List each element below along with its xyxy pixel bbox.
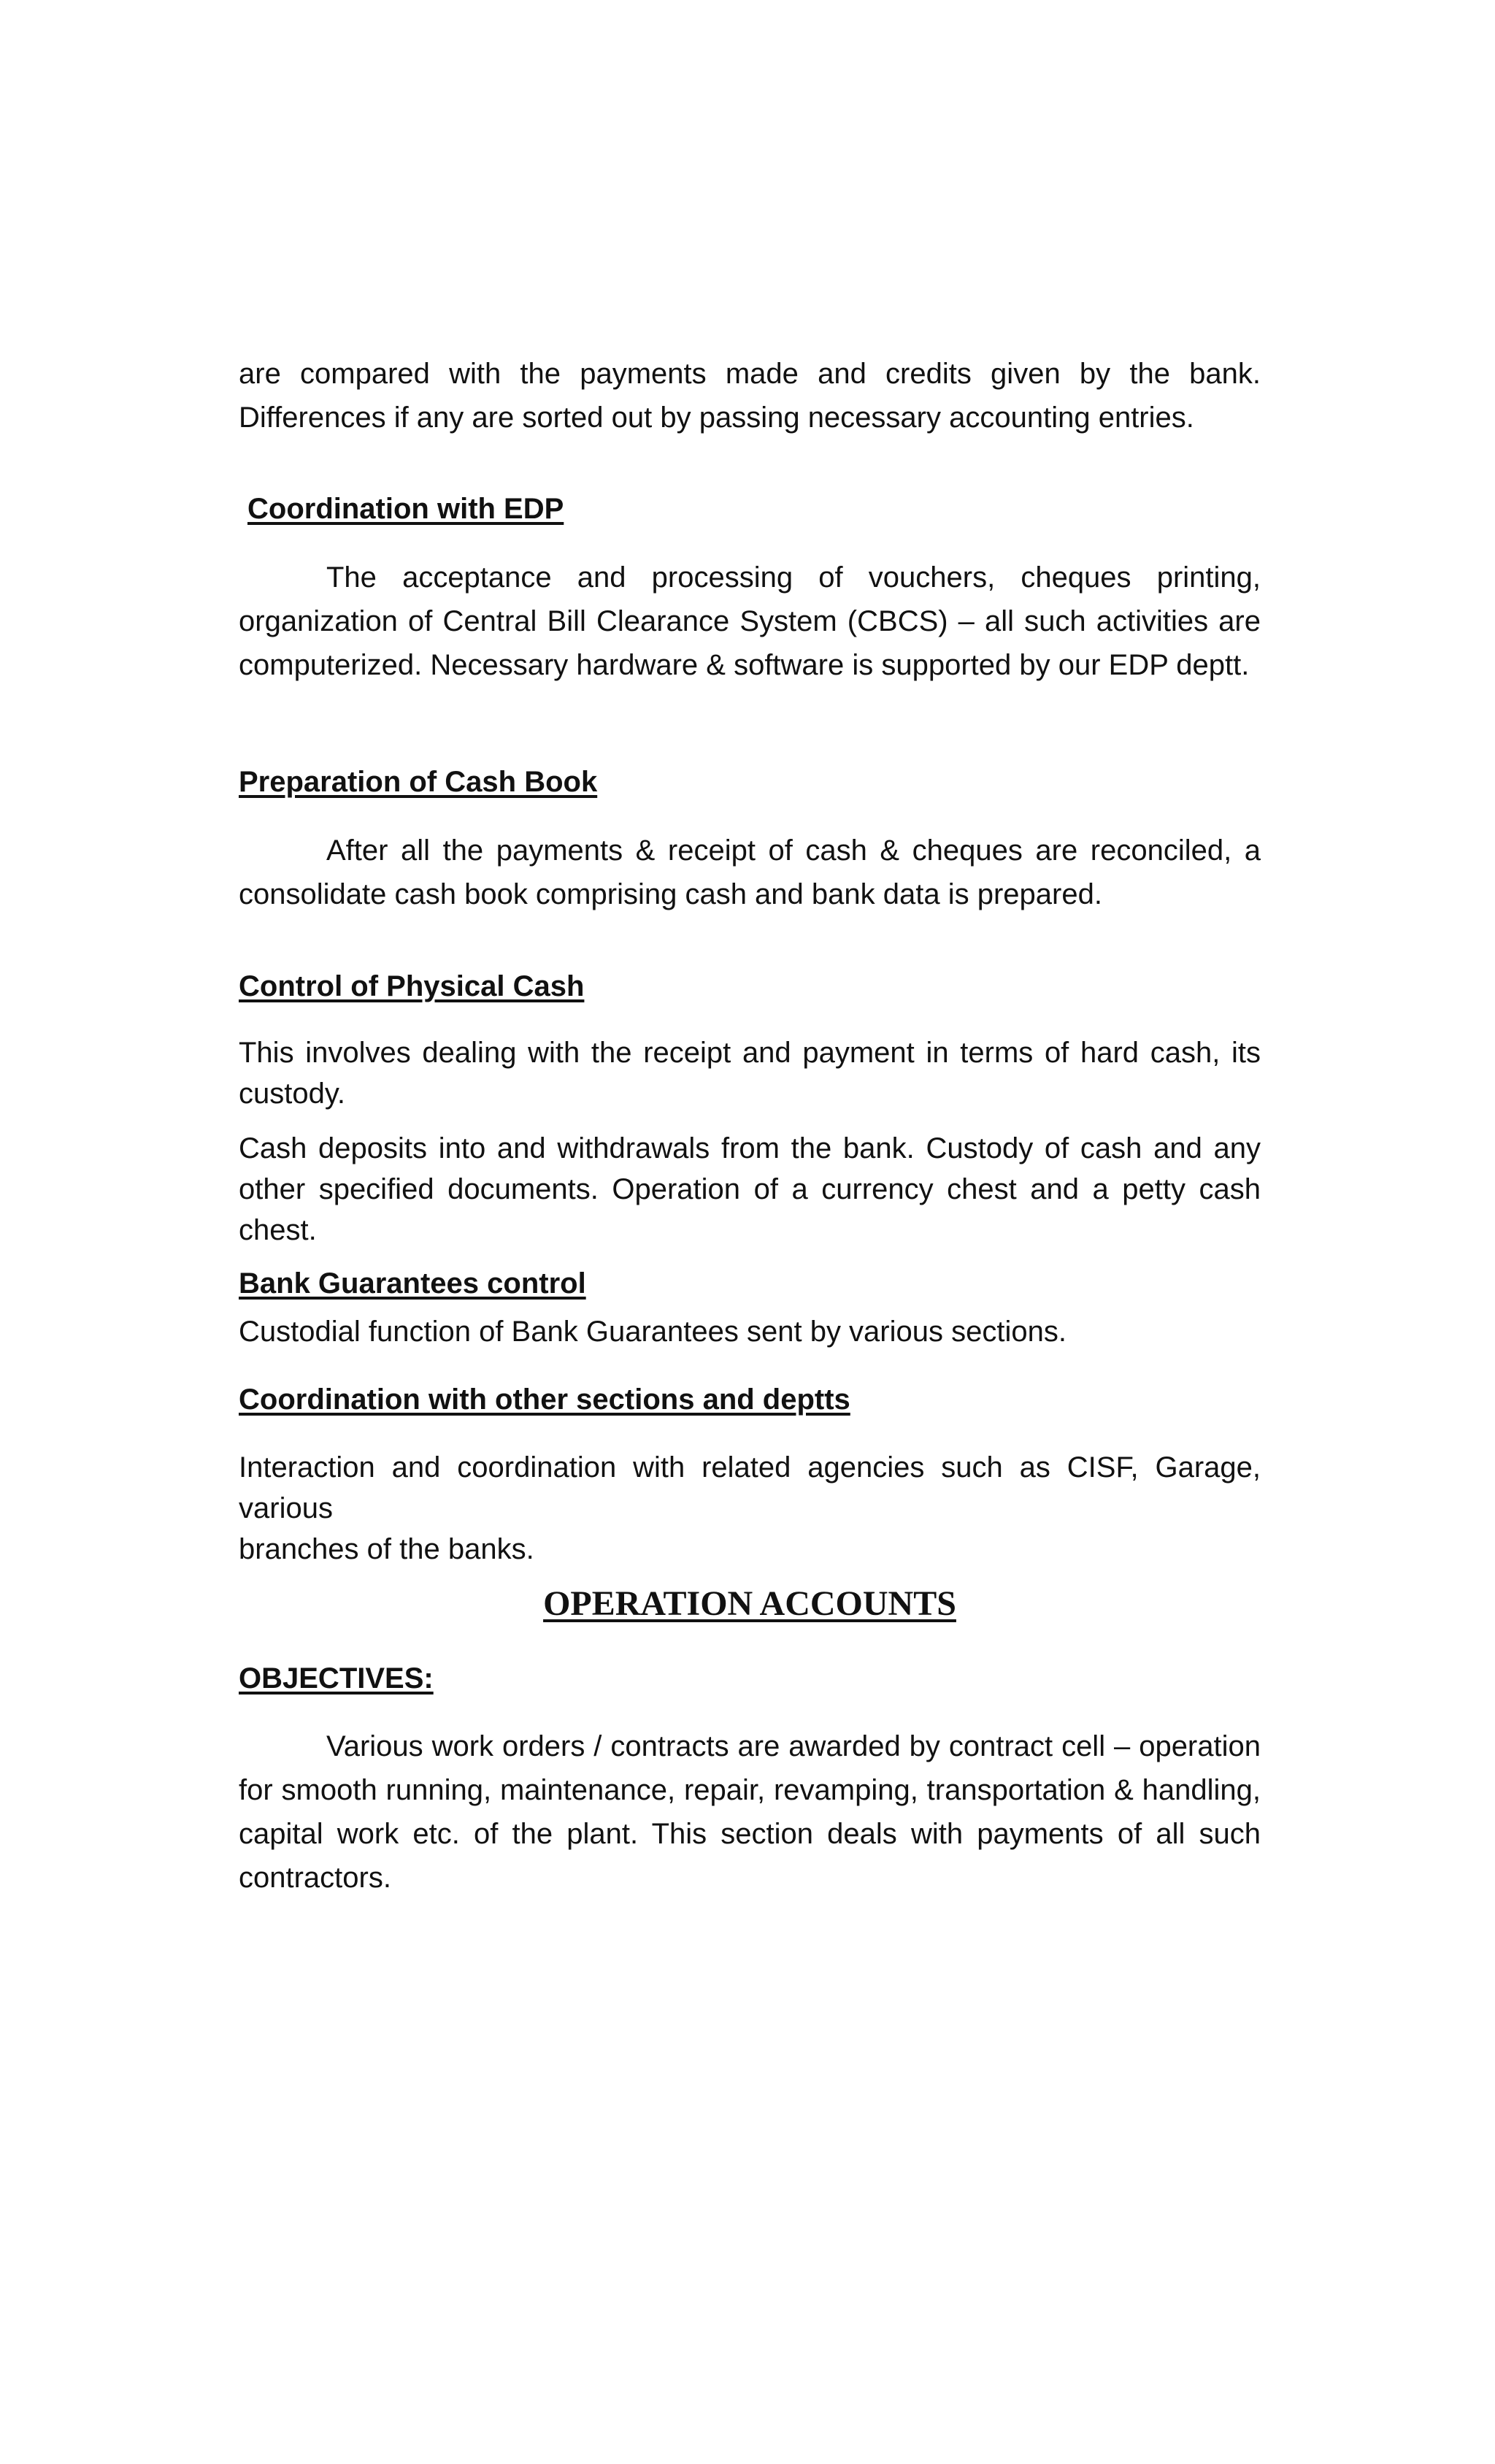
cash-book-paragraph: After all the payments & receipt of cash & cheques are reconciled, a consolidate cash book comprising cash and bank data is prepared. (239, 834, 1261, 910)
heading-cash-book: Preparation of Cash Book (239, 766, 598, 798)
heading-objectives: OBJECTIVES: (239, 1662, 434, 1695)
heading-bank-guarantees: Bank Guarantees control (239, 1267, 586, 1300)
coordination-other-line-2: branches of the banks. (239, 1533, 534, 1565)
coordination-other-paragraph (239, 1447, 1261, 1570)
section-title-operation-accounts: OPERATION ACCOUNTS (543, 1584, 956, 1623)
physical-cash-paragraph-1: This involves dealing with the receipt and payment in terms of hard cash, its custody. (239, 1037, 1261, 1110)
heading-coordination-other: Coordination with other sections and deptts (239, 1383, 850, 1416)
coordination-edp-paragraph: The acceptance and processing of vouchers, cheques printing, organization of Central Bill Clearance System (CBCS) – all such activities are computerized. Necessary hardware & software is supported by our EDP deptt. (239, 561, 1261, 681)
objectives-paragraph: Various work orders / contracts are awarded by contract cell – operation for smooth running, maintenance, repair, revamping, transportation & handling, capital work etc. of the plant. This section deals with payments of all such contractors. (239, 1730, 1261, 1894)
intro-paragraph: are compared with the payments made and credits given by the bank. Differences if any are sorted out by passing necessary accounting entries. (239, 358, 1261, 434)
physical-cash-paragraph-2: Cash deposits into and withdrawals from the bank. Custody of cash and any other specified documents. Operation of a currency chest and a petty cash chest. (239, 1132, 1261, 1246)
coordination-other-line-1: Interaction and coordination with related agencies such as CISF, Garage, various (239, 1451, 1261, 1524)
bank-guarantees-paragraph: Custodial function of Bank Guarantees sent by various sections. (239, 1316, 1067, 1348)
heading-coordination-edp: Coordination with EDP (247, 493, 564, 525)
heading-physical-cash: Control of Physical Cash (239, 970, 585, 1002)
